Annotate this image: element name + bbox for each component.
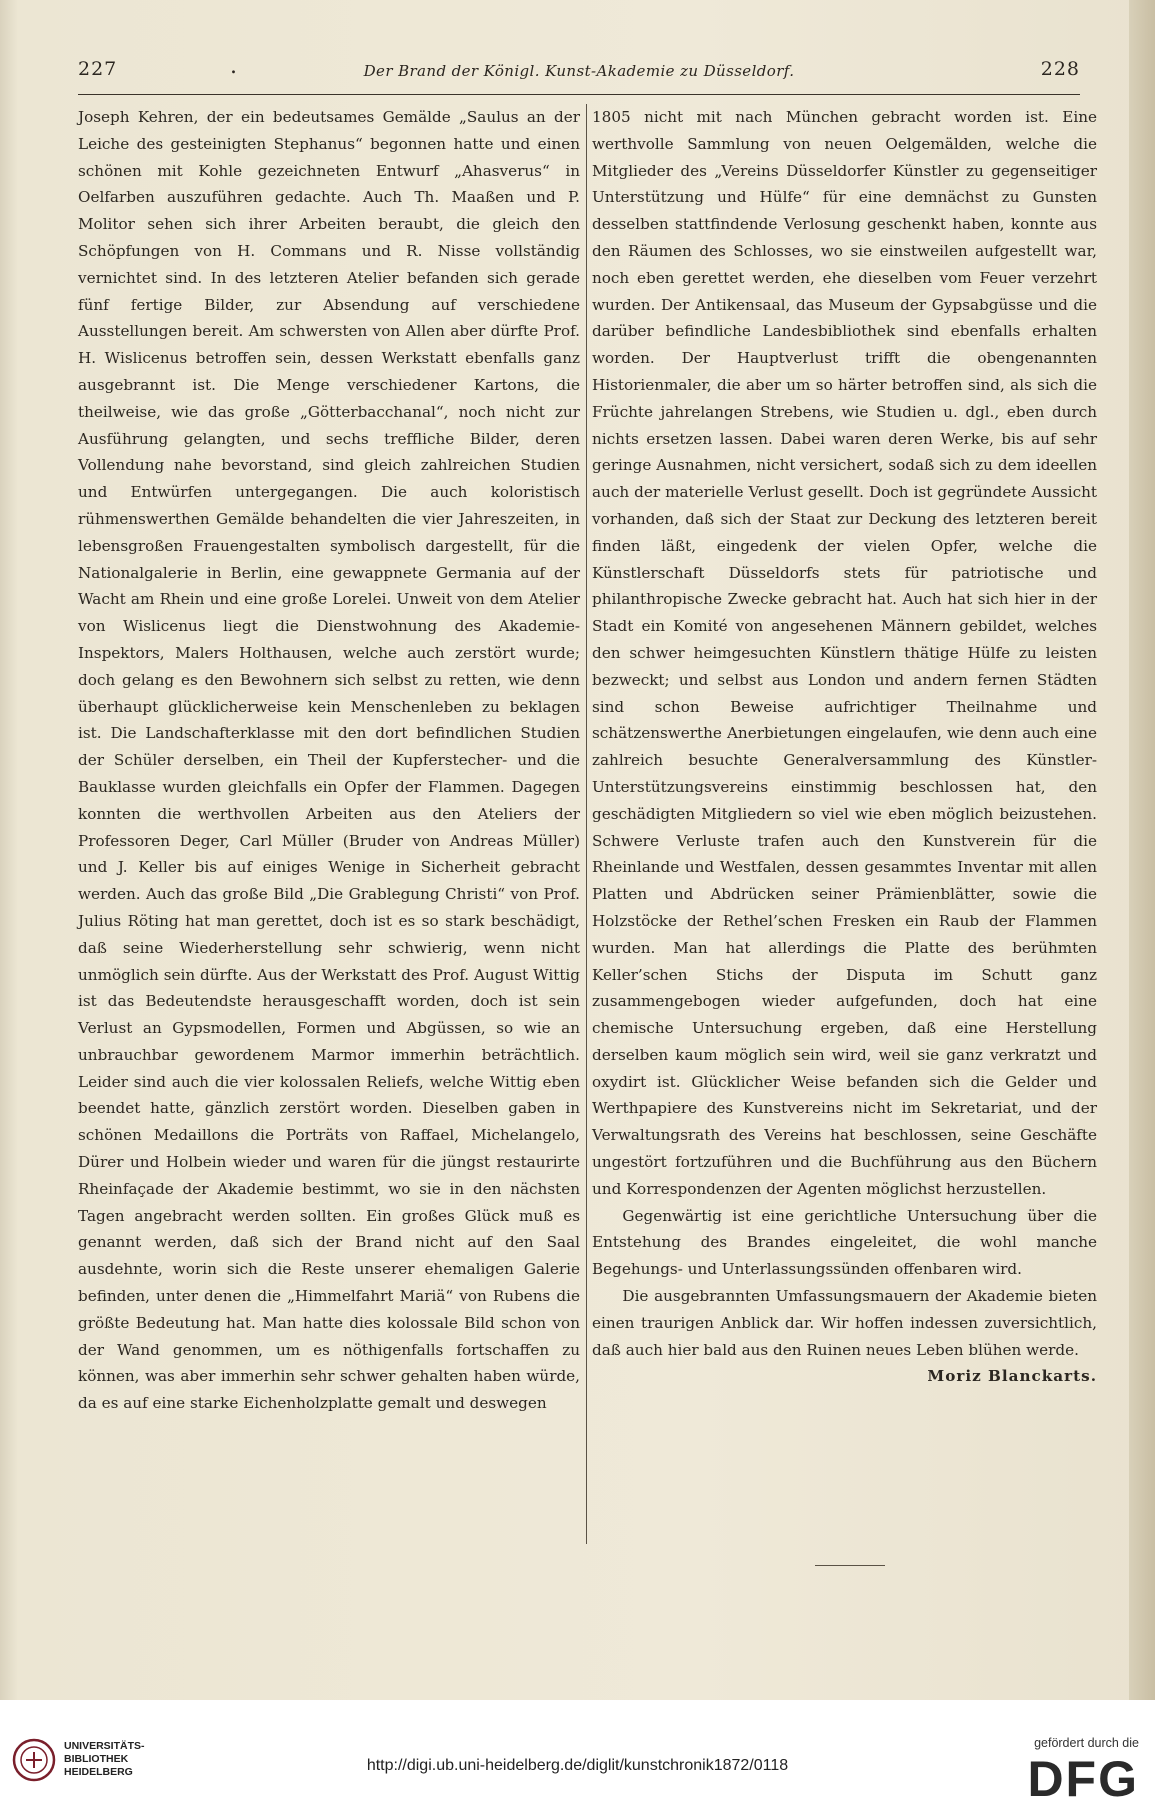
- header-title: Der Brand der Königl. Kunst-Akademie zu Düsseldorf.: [363, 62, 795, 80]
- funder-caption: gefördert durch die: [1034, 1736, 1139, 1750]
- library-line: UNIVERSITÄTS-: [64, 1740, 145, 1752]
- left-column: [78, 104, 580, 1417]
- header-dot: .: [230, 54, 237, 79]
- page-number-right: 228: [1040, 58, 1080, 80]
- paragraph: Gegenwärtig ist eine gerichtliche Untersuchung über die Entstehung des Brandes eingeleitet, die wohl manche Begehungs- und Unterlassungssünden offenbaren wird.: [592, 1206, 1097, 1279]
- dfg-logo: DFG: [1027, 1751, 1139, 1807]
- funder-block: [999, 1736, 1139, 1808]
- running-header: [78, 54, 1080, 95]
- source-url-link[interactable]: http://digi.ub.uni-heidelberg.de/diglit/kunstchronik1872/0118: [366, 1757, 789, 1774]
- column-divider: [586, 104, 587, 1544]
- page-number-left: 227: [78, 58, 118, 80]
- end-rule: [815, 1565, 885, 1566]
- library-line: BIBLIOTHEK: [64, 1753, 129, 1765]
- page-edge: [1129, 0, 1155, 1700]
- paragraph: 1805 nicht mit nach München gebracht worden ist. Eine werthvolle Sammlung von neuen Oelgemälden, welche die Mitglieder des „Vereins Düsseldorfer Künstler zu gegenseitiger Unterstützung und Hülfe“ für eine demnächst zu Gunsten desselben stattfindende Verlosung geschenkt haben, konnte aus den Räumen des Schlosses, wo sie einstweilen aufgestellt war, noch eben gerettet werden, ehe dieselben vom Feuer verzehrt wurden. Der Antikensaal, das Museum der Gypsabgüsse und die darüber befindliche Landesbibliothek sind ebenfalls erhalten worden. Der Hauptverlust trifft die obengenannten Historienmaler, die aber um so härter betroffen sind, als sich die Früchte jahrelangen Strebens, wie Studien u. dgl., eben durch nichts ersetzen lassen. Dabei waren deren Werke, bis auf sehr geringe Ausnahmen, nicht versichert, sodaß sich zu dem ideellen auch der materielle Verlust gesellt. Doch ist gegründete Aussicht vorhanden, daß sich der Staat zur Deckung des letzteren bereit finden läßt, eingedenk der vielen Opfer, welche die Künstlerschaft Düsseldorfs stets für patriotische und philanthropische Zwecke gebracht hat. Auch hat sich hier in der Stadt ein Komité von angesehenen Männern gebildet, welches den schwer heimgesuchten Künstlern thätige Hülfe zu leisten bezweckt; und selbst aus London und andern fernen Städten sind schon Beweise aufrichtiger Theilnahme und schätzenswerthe Anerbietungen eingelaufen, wie denn auch eine zahlreich besuchte Generalversammlung des Künstler-Unterstützungsvereins einstimmig beschlossen hat, den geschädigten Mitgliedern so viel wie eben möglich beizustehen. Schwere Verluste trafen auch den Kunstverein für die Rheinlande und Westfalen, dessen gesammtes Inventar mit allen Platten und Abdrücken seiner Prämienblätter, sowie die Holzstöcke der Rethel’schen Fresken ein Raub der Flammen wurden. Man hat allerdings die Platte des berühmten Keller’schen Stichs der Disputa im Schutt ganz zusammengebogen wieder aufgefunden, doch hat eine chemische Untersuchung ergeben, daß eine Herstellung derselben kaum möglich sein wird, weil sie ganz verkratzt und oxydirt ist. Glücklicher Weise befanden sich die Gelder und Werthpapiere des Kunstvereins nicht im Sekretariat, und der Verwaltungsrath des Vereins hat beschlossen, seine Geschäfte ungestört fortzuführen und die Buchführung aus den Büchern und Korrespondenzen der Agenten möglichst herzustellen.: [592, 108, 1097, 1198]
- library-line: HEIDELBERG: [64, 1766, 133, 1778]
- author-signature: Moriz Blanckarts.: [927, 1367, 1097, 1386]
- footer-bar: [0, 1700, 1155, 1816]
- right-column: [592, 104, 1097, 1390]
- paragraph: Die ausgebrannten Umfassungsmauern der Akademie bieten einen traurigen Anblick dar. Wir hoffen indessen zuversichtlich, daß auch hier bald aus den Ruinen neues Leben blühen werde.: [592, 1287, 1097, 1359]
- paragraph: Joseph Kehren, der ein bedeutsames Gemälde „Saulus an der Leiche des gesteinigten Stephanus“ begonnen hatte und einen schönen mit Kohle gezeichneten Entwurf „Ahasverus“ in Oelfarben auszuführen gedachte. Auch Th. Maaßen und P. Molitor sehen sich ihrer Arbeiten beraubt, die gleich den Schöpfungen von H. Commans und R. Nisse vollständig vernichtet sind. In des letzteren Atelier befanden sich gerade fünf fertige Bilder, zur Absendung auf verschiedene Ausstellungen bereit. Am schwersten von Allen aber dürfte Prof. H. Wislicenus betroffen sein, dessen Werkstatt ebenfalls ganz ausgebrannt ist. Die Menge verschiedener Kartons, die theilweise, wie das große „Götterbacchanal“, noch nicht zur Ausführung gelangten, und sechs treffliche Bilder, deren Vollendung nahe bevorstand, sind gleich zahlreichen Studien und Entwürfen untergegangen. Die auch koloristisch rühmenswerthen Gemälde behandelten die vier Jahreszeiten, in lebensgroßen Frauengestalten symbolisch dargestellt, für die Nationalgalerie in Berlin, eine gewappnete Germania auf der Wacht am Rhein und eine große Lorelei. Unweit von dem Atelier von Wislicenus liegt die Dienstwohnung des Akademie-Inspektors, Malers Holthausen, welche auch zerstört wurde; doch gelang es den Bewohnern sich selbst zu retten, wie denn überhaupt glücklicherweise kein Menschenleben zu beklagen ist. Die Landschafterklasse mit den dort befindlichen Studien der Schüler derselben, ein Theil der Kupferstecher- und die Bauklasse wurden gleichfalls ein Opfer der Flammen. Dagegen konnten die werthvollen Arbeiten aus den Ateliers der Professoren Deger, Carl Müller (Bruder von Andreas Müller) und J. Keller bis auf einiges Wenige in Sicherheit gebracht werden. Auch das große Bild „Die Grablegung Christi“ von Prof. Julius Röting hat man gerettet, doch ist es so stark beschädigt, daß seine Wiederherstellung sehr schwierig, wenn nicht unmöglich sein dürfte. Aus der Werkstatt des Prof. August Wittig ist das Bedeutendste herausgeschafft worden, doch ist sein Verlust an Gypsmodellen, Formen und Abgüssen, so wie an unbrauchbar gewordenem Marmor immerhin beträchtlich. Leider sind auch die vier kolossalen Reliefs, welche Wittig eben beendet hatte, gänzlich zerstört worden. Dieselben gaben in schönen Medaillons die Porträts von Raffael, Michelangelo, Dürer und Holbein wieder und waren für die jüngst restaurirte Rheinfaçade der Akademie bestimmt, wo sie in den nächsten Tagen angebracht werden sollten. Ein großes Glück muß es genannt werden, daß sich der Brand nicht auf den Saal ausdehnte, worin sich die Reste unserer ehemaligen Galerie befinden, unter denen die „Himmelfahrt Mariä“ von Rubens die größte Bedeutung hat. Man hatte dies kolossale Bild schon von der Wand genommen, um es nöthigenfalls fortschaffen zu können, was aber immerhin sehr schwer gehalten haben würde, da es auf eine starke Eichenholzplatte gemalt und deswegen: [78, 108, 580, 1413]
